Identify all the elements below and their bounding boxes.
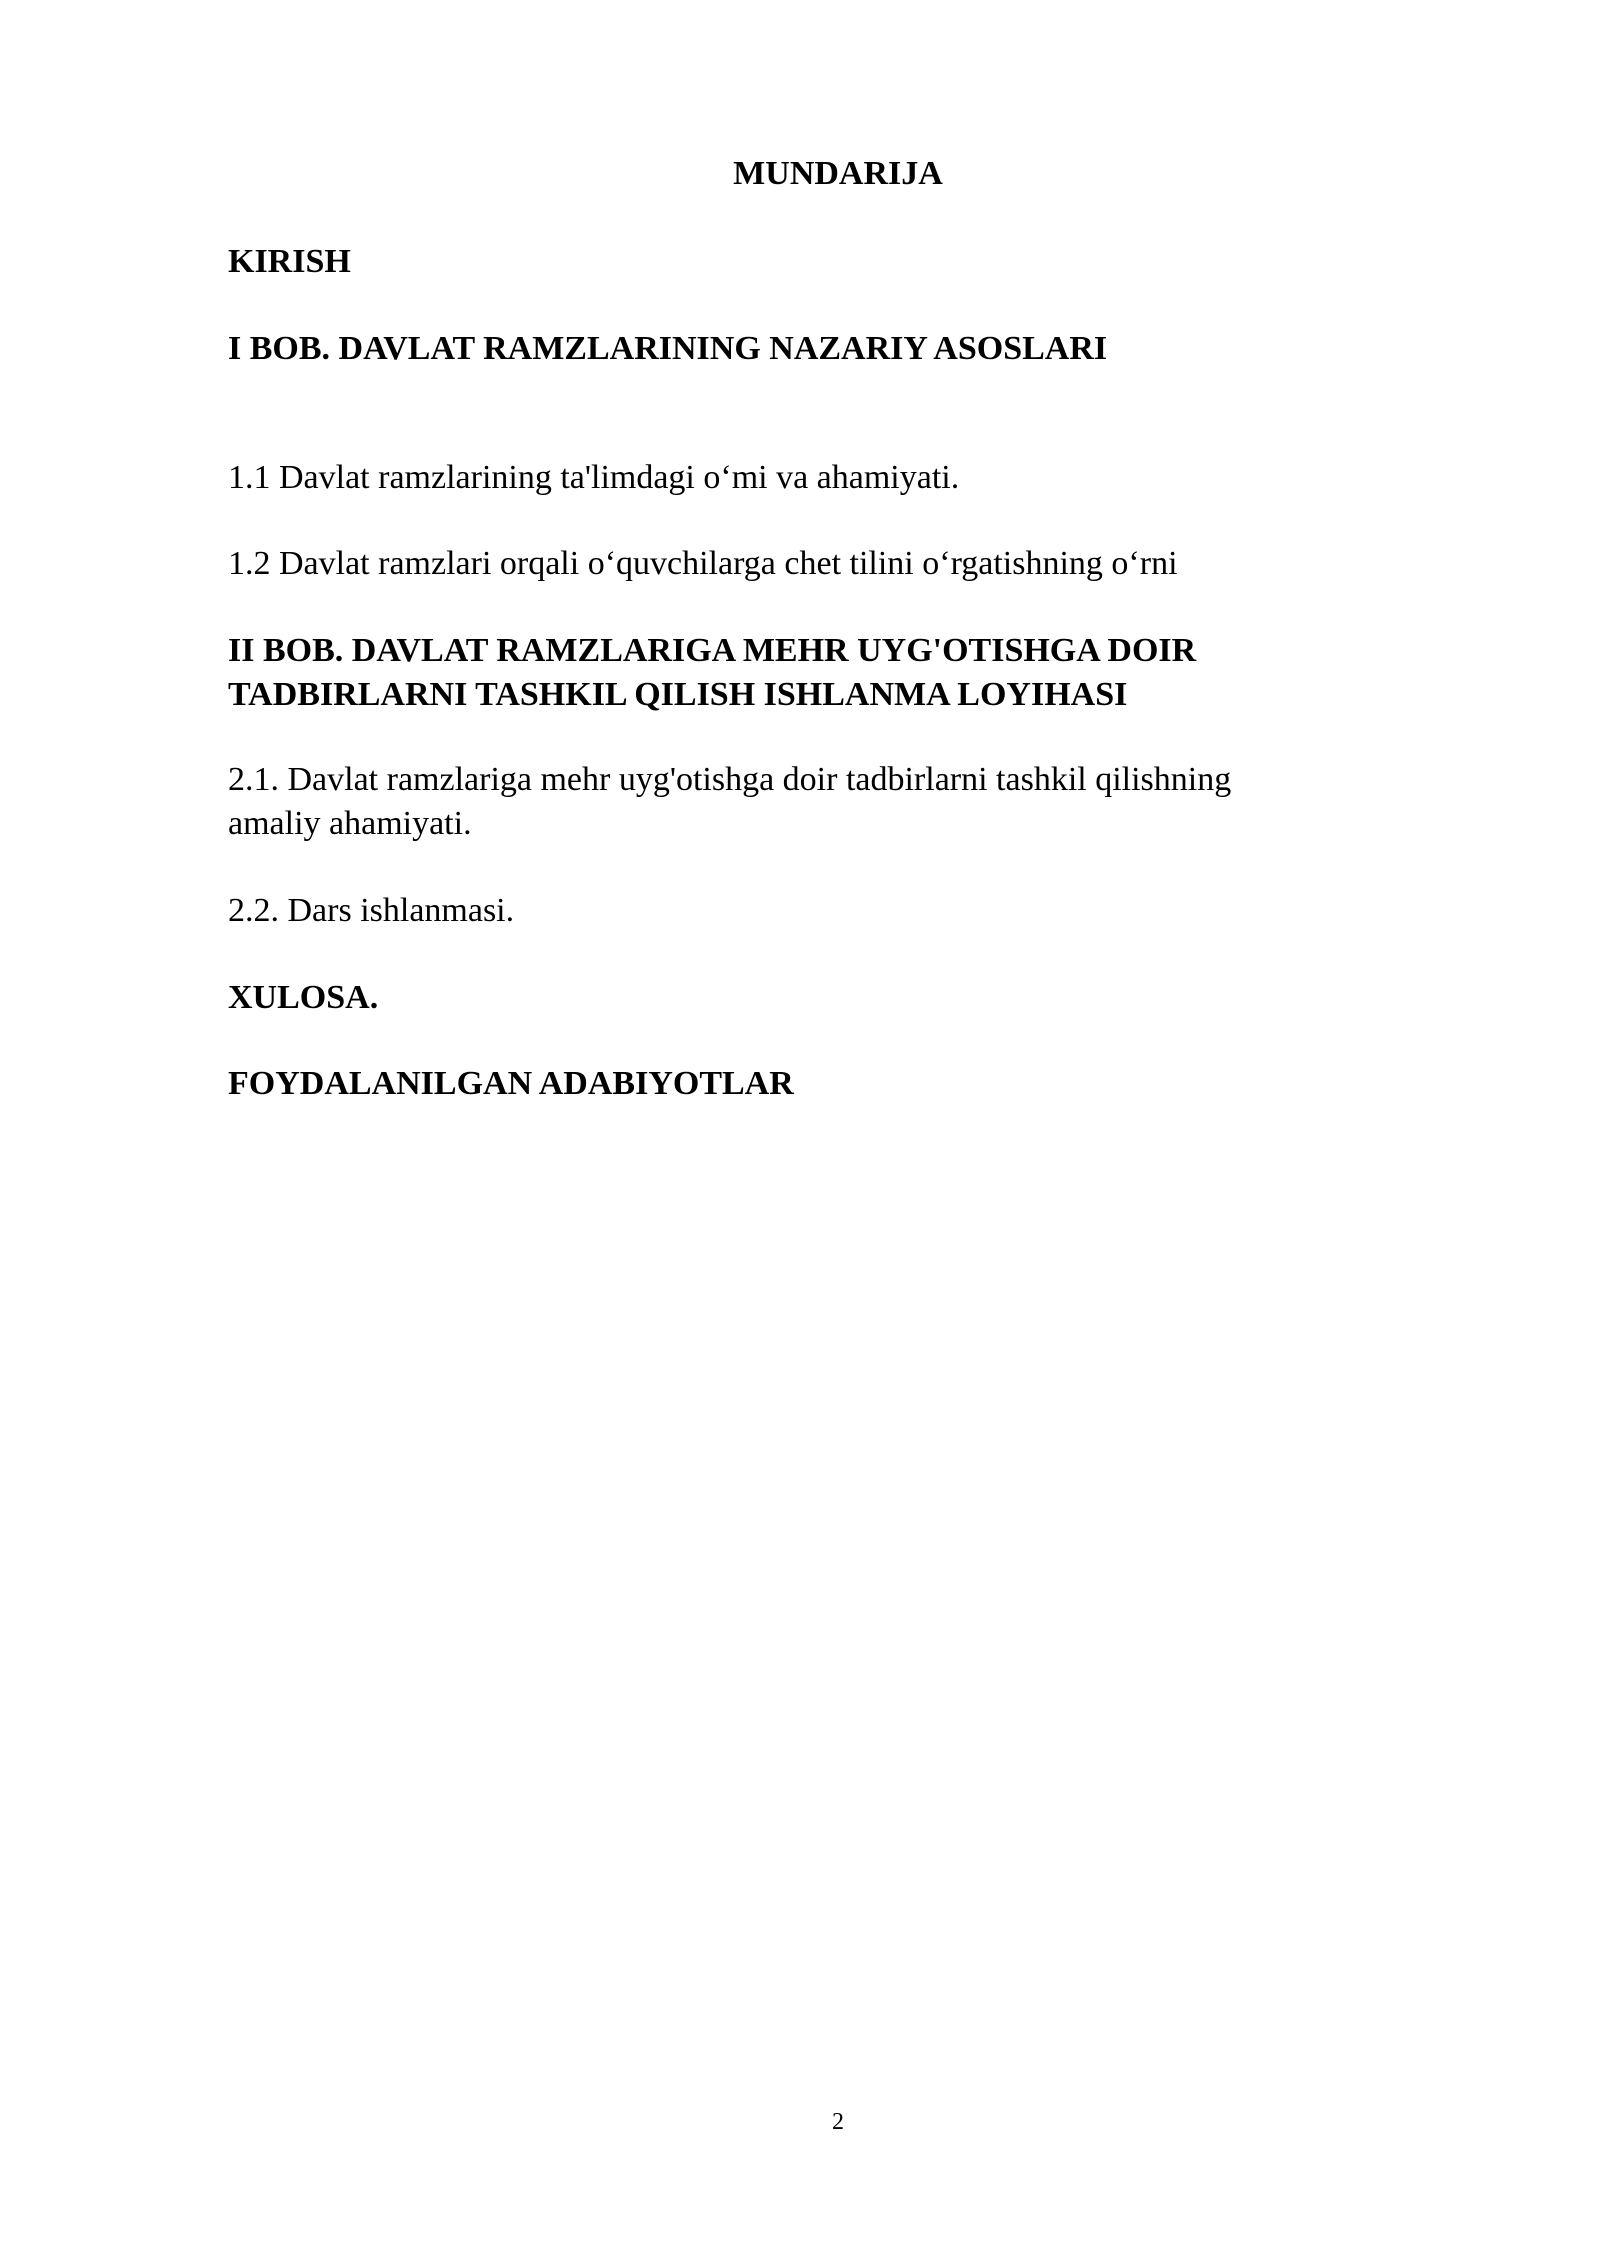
- toc-entry-chapter-1: I BOB. DAVLAT RAMZLARINING NAZARIY ASOSLARI: [228, 330, 1108, 367]
- toc-entry-section-2-2: 2.2. Dars ishlanmasi.: [228, 892, 515, 929]
- toc-entry-chapter-2: [228, 629, 1368, 717]
- toc-entry-section-1-2: 1.2 Davlat ramzlari orqali o‘quvchilarga chet tilini o‘rgatishning o‘rni: [228, 545, 1178, 582]
- toc-entry-intro: KIRISH: [228, 243, 351, 280]
- toc-entry-conclusion: XULOSA.: [228, 979, 379, 1016]
- toc-entry-section-2-1: [228, 758, 1368, 846]
- page-number: 2: [832, 2109, 844, 2135]
- toc-entry-chapter-2-line-2: TADBIRLARNI TASHKIL QILISH ISHLANMA LOYIHASI: [228, 676, 1128, 713]
- toc-entry-chapter-2-line-1: II BOB. DAVLAT RAMZLARIGA MEHR UYG'OTISHGA DOIR: [228, 632, 1197, 669]
- toc-title: MUNDARIJA: [733, 155, 943, 192]
- toc-entry-section-2-1-line-2: amaliy ahamiyati.: [228, 805, 472, 842]
- toc-entry-references: FOYDALANILGAN ADABIYOTLAR: [228, 1065, 794, 1102]
- toc-entry-section-2-1-line-1: 2.1. Davlat ramzlariga mehr uyg'otishga doir tadbirlarni tashkil qilishning: [228, 761, 1232, 798]
- toc-entry-section-1-1: 1.1 Davlat ramzlarining ta'limdagi o‘mi va ahamiyati.: [228, 459, 960, 496]
